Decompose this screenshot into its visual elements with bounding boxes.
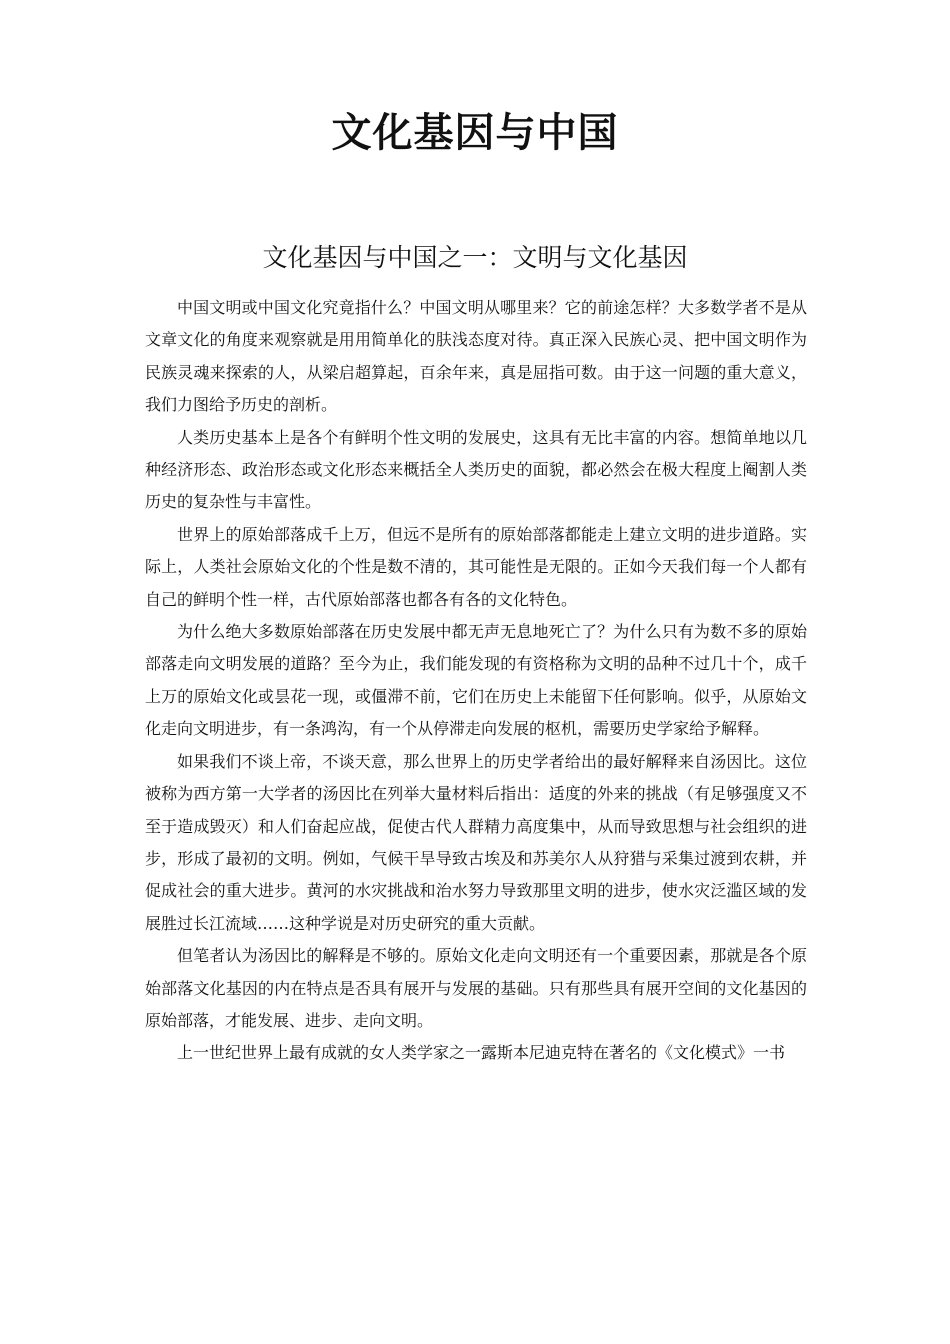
paragraph: 但笔者认为汤因比的解释是不够的。原始文化走向文明还有一个重要因素，那就是各个原始部落文化基因的内在特点是否具有展开与发展的基础。只有那些具有展开空间的文化基因的原始部落，才能发展、进步、走向文明。 (145, 946, 807, 1030)
paragraph: 为什么绝大多数原始部落在历史发展中都无声无息地死亡了？为什么只有为数不多的原始部落走向文明发展的道路？至今为止，我们能发现的有资格称为文明的品种不过几十个，成千上万的原始文化或昙花一现，或僵滞不前，它们在历史上未能留下任何影响。似乎，从原始文化走向文明进步，有一条鸿沟，有一个从停滞走向发展的枢机，需要历史学家给予解释。 (145, 622, 807, 739)
document-title: 文化基因与中国 (331, 110, 619, 156)
section-title: 文化基因与中国之一：文明与文化基因 (262, 243, 688, 272)
paragraph: 如果我们不谈上帝，不谈天意，那么世界上的历史学者给出的最好解释来自汤因比。这位被称为西方第一大学者的汤因比在列举大量材料后指出：适度的外来的挑战（有足够强度又不至于造成毁灭）和人们奋起应战，促使古代人群精力高度集中，从而导致思想与社会组织的进步，形成了最初的文明。例如，气候干旱导致古埃及和苏美尔人从狩猎与采集过渡到农耕，并促成社会的重大进步。黄河的水灾挑战和治水努力导致那里文明的进步，使水灾泛滥区域的发展胜过长江流域……这种学说是对历史研究的重大贡献。 (145, 751, 807, 933)
body-text (145, 292, 807, 1070)
paragraph: 世界上的原始部落成千上万，但远不是所有的原始部落都能走上建立文明的进步道路。实际上，人类社会原始文化的个性是数不清的，其可能性是无限的。正如今天我们每一个人都有自己的鲜明个性一样，古代原始部落也都各有各的文化特色。 (145, 524, 807, 609)
paragraph: 人类历史基本上是各个有鲜明个性文明的发展史，这具有无比丰富的内容。想简单地以几种经济形态、政治形态或文化形态来概括全人类历史的面貌，都必然会在极大程度上阉割人类历史的复杂性与丰富性。 (145, 427, 807, 512)
paragraph: 中国文明或中国文化究竟指什么？中国文明从哪里来？它的前途怎样？大多数学者不是从文章文化的角度来观察就是用用简单化的肤浅态度对待。真正深入民族心灵、把中国文明作为民族灵魂来探索的人，从梁启超算起，百余年来，真是屈指可数。由于这一问题的重大意义，我们力图给予历史的剖析。 (145, 298, 807, 415)
paragraph: 上一世纪世界上最有成就的女人类学家之一露斯本尼迪克特在著名的《文化模式》一书 (177, 1043, 786, 1063)
